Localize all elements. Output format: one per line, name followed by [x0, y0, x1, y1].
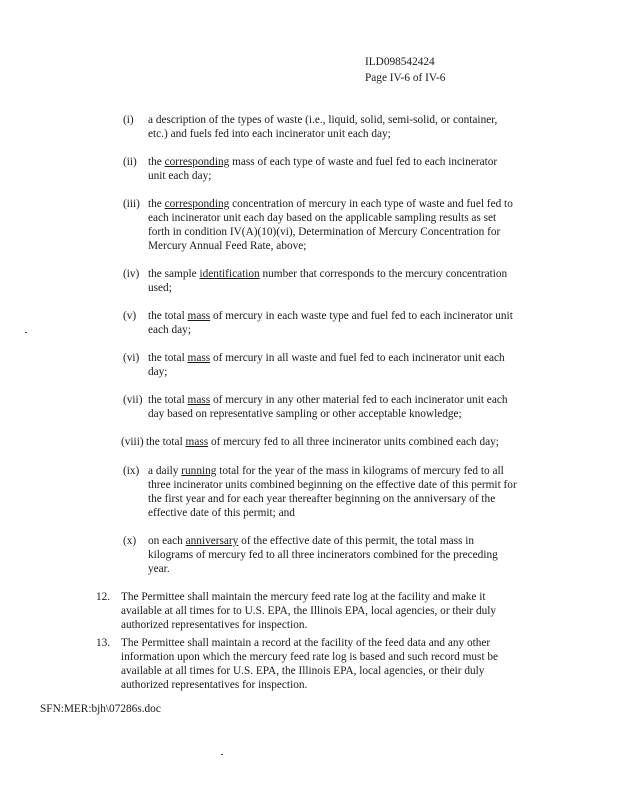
- subitem-text-line: [148, 212, 496, 225]
- text-segment: of mercury in any other material fed to each incinerator unit each: [210, 394, 508, 406]
- text-segment: day based on representative sampling or other acceptable knowledge;: [148, 408, 462, 420]
- subitem-label: (ii): [123, 156, 137, 168]
- subitem-text-line: [148, 240, 306, 253]
- subitem-label: (viii): [121, 436, 144, 448]
- underlined-term: corresponding: [164, 198, 230, 210]
- subitem-text-line: [148, 479, 517, 492]
- text-segment: The Permittee shall maintain the mercury feed rate log at the facility and make it: [121, 591, 486, 603]
- numbered-item-text-line: [121, 679, 307, 692]
- scan-speck: [221, 754, 223, 755]
- text-segment: forth in condition IV(A)(10)(vi), Determination of Mercury Concentration for: [148, 226, 501, 238]
- text-segment: the first year and for each year thereafter beginning on the anniversary of the: [148, 493, 496, 505]
- subitem-text-line: [146, 436, 499, 449]
- text-segment: information upon which the mercury feed rate log is based and such record must be: [121, 651, 499, 663]
- underlined-term: running: [181, 465, 217, 477]
- subitem-label: (x): [123, 535, 137, 547]
- subitem-text-line: [148, 507, 295, 520]
- text-segment: unit each day;: [148, 170, 212, 182]
- subitem-text-line: [148, 366, 167, 379]
- text-segment: day;: [148, 366, 168, 378]
- numbered-item-text-line: [121, 651, 498, 664]
- text-segment: concentration of mercury in each type of waste and fuel fed to: [229, 198, 513, 210]
- text-segment: number that corresponds to the mercury concentration: [259, 268, 508, 280]
- underlined-term: mass: [185, 436, 209, 448]
- text-segment: on each: [148, 535, 186, 547]
- subitem-text-line: [148, 408, 462, 421]
- subitem-text-line: [148, 310, 513, 323]
- file-reference: SFN:MER:bjh\07286s.doc: [40, 703, 161, 715]
- numbered-item-label: 12.: [96, 591, 111, 603]
- subitem-text-line: [148, 198, 513, 211]
- subitem-text-line: [148, 156, 497, 169]
- text-segment: a daily: [148, 465, 182, 477]
- numbered-item-text-line: [121, 605, 496, 618]
- text-segment: the: [148, 156, 165, 168]
- page-number: Page IV-6 of IV-6: [365, 72, 446, 84]
- text-segment: three incinerator units combined beginning on the effective date of this permit for: [148, 479, 517, 491]
- subitem-text-line: [148, 128, 391, 141]
- text-segment: available at all times for to U.S. EPA, the Illinois EPA, local agencies, or their duly: [121, 605, 497, 617]
- subitem-label: (v): [123, 310, 137, 322]
- subitem-label: (vii): [123, 394, 143, 406]
- text-segment: year.: [148, 563, 170, 575]
- underlined-term: mass: [187, 310, 211, 322]
- subitem-text-line: [148, 226, 500, 239]
- subitem-text-line: [148, 352, 505, 365]
- subitem-label: (i): [123, 114, 134, 126]
- subitem-text-line: [148, 563, 170, 576]
- underlined-term: anniversary: [185, 535, 239, 547]
- numbered-item-text-line: [121, 665, 484, 678]
- text-segment: available at all times for U.S. EPA, the Illinois EPA, local agencies, or their duly: [121, 665, 485, 677]
- subitem-text-line: [148, 114, 497, 127]
- text-segment: the total: [146, 436, 186, 448]
- text-segment: authorized representatives for inspection.: [121, 679, 308, 691]
- scan-speck: [25, 332, 27, 333]
- underlined-term: identification: [199, 268, 260, 280]
- subitem-text-line: [148, 324, 191, 337]
- numbered-item-text-line: [121, 591, 486, 604]
- underlined-term: mass: [187, 394, 211, 406]
- text-segment: of the effective date of this permit, the total mass in: [238, 535, 475, 547]
- text-segment: each day;: [148, 324, 191, 336]
- subitem-text-line: [148, 549, 498, 562]
- numbered-item-text-line: [121, 619, 307, 632]
- text-segment: effective date of this permit; and: [148, 507, 295, 519]
- subitem-label: (ix): [123, 465, 140, 477]
- text-segment: The Permittee shall maintain a record at the facility of the feed data and any other: [121, 637, 491, 649]
- text-segment: of mercury in each waste type and fuel fed to each incinerator unit: [210, 310, 513, 322]
- numbered-item-text-line: [121, 637, 490, 650]
- text-segment: the total: [148, 394, 188, 406]
- text-segment: Mercury Annual Feed Rate, above;: [148, 240, 307, 252]
- numbered-item-label: 13.: [96, 637, 111, 649]
- document-id: ILD098542424: [365, 56, 435, 68]
- subitem-label: (vi): [123, 352, 140, 364]
- text-segment: a description of the types of waste (i.e., liquid, solid, semi-solid, or container,: [148, 114, 498, 126]
- text-segment: total for the year of the mass in kilograms of mercury fed to all: [216, 465, 504, 477]
- subitem-text-line: [148, 282, 172, 295]
- subitem-text-line: [148, 493, 495, 506]
- subitem-text-line: [148, 170, 211, 183]
- text-segment: used;: [148, 282, 172, 294]
- subitem-text-line: [148, 465, 504, 478]
- text-segment: etc.) and fuels fed into each incinerator unit each day;: [148, 128, 391, 140]
- underlined-term: mass: [187, 352, 211, 364]
- text-segment: authorized representatives for inspection.: [121, 619, 308, 631]
- text-segment: the total: [148, 310, 188, 322]
- subitem-text-line: [148, 394, 508, 407]
- text-segment: of mercury in all waste and fuel fed to each incinerator unit each: [210, 352, 505, 364]
- text-segment: the total: [148, 352, 188, 364]
- subitem-text-line: [148, 268, 507, 281]
- subitem-label: (iii): [123, 198, 140, 210]
- subitem-label: (iv): [123, 268, 140, 280]
- text-segment: the sample: [148, 268, 200, 280]
- subitem-text-line: [148, 535, 474, 548]
- text-segment: mass of each type of waste and fuel fed to each incinerator: [229, 156, 498, 168]
- text-segment: of mercury fed to all three incinerator units combined each day;: [208, 436, 499, 448]
- underlined-term: corresponding: [164, 156, 230, 168]
- text-segment: the: [148, 198, 165, 210]
- text-segment: each incinerator unit each day based on the applicable sampling results as set: [148, 212, 497, 224]
- text-segment: kilograms of mercury fed to all three incinerators combined for the preceding: [148, 549, 498, 561]
